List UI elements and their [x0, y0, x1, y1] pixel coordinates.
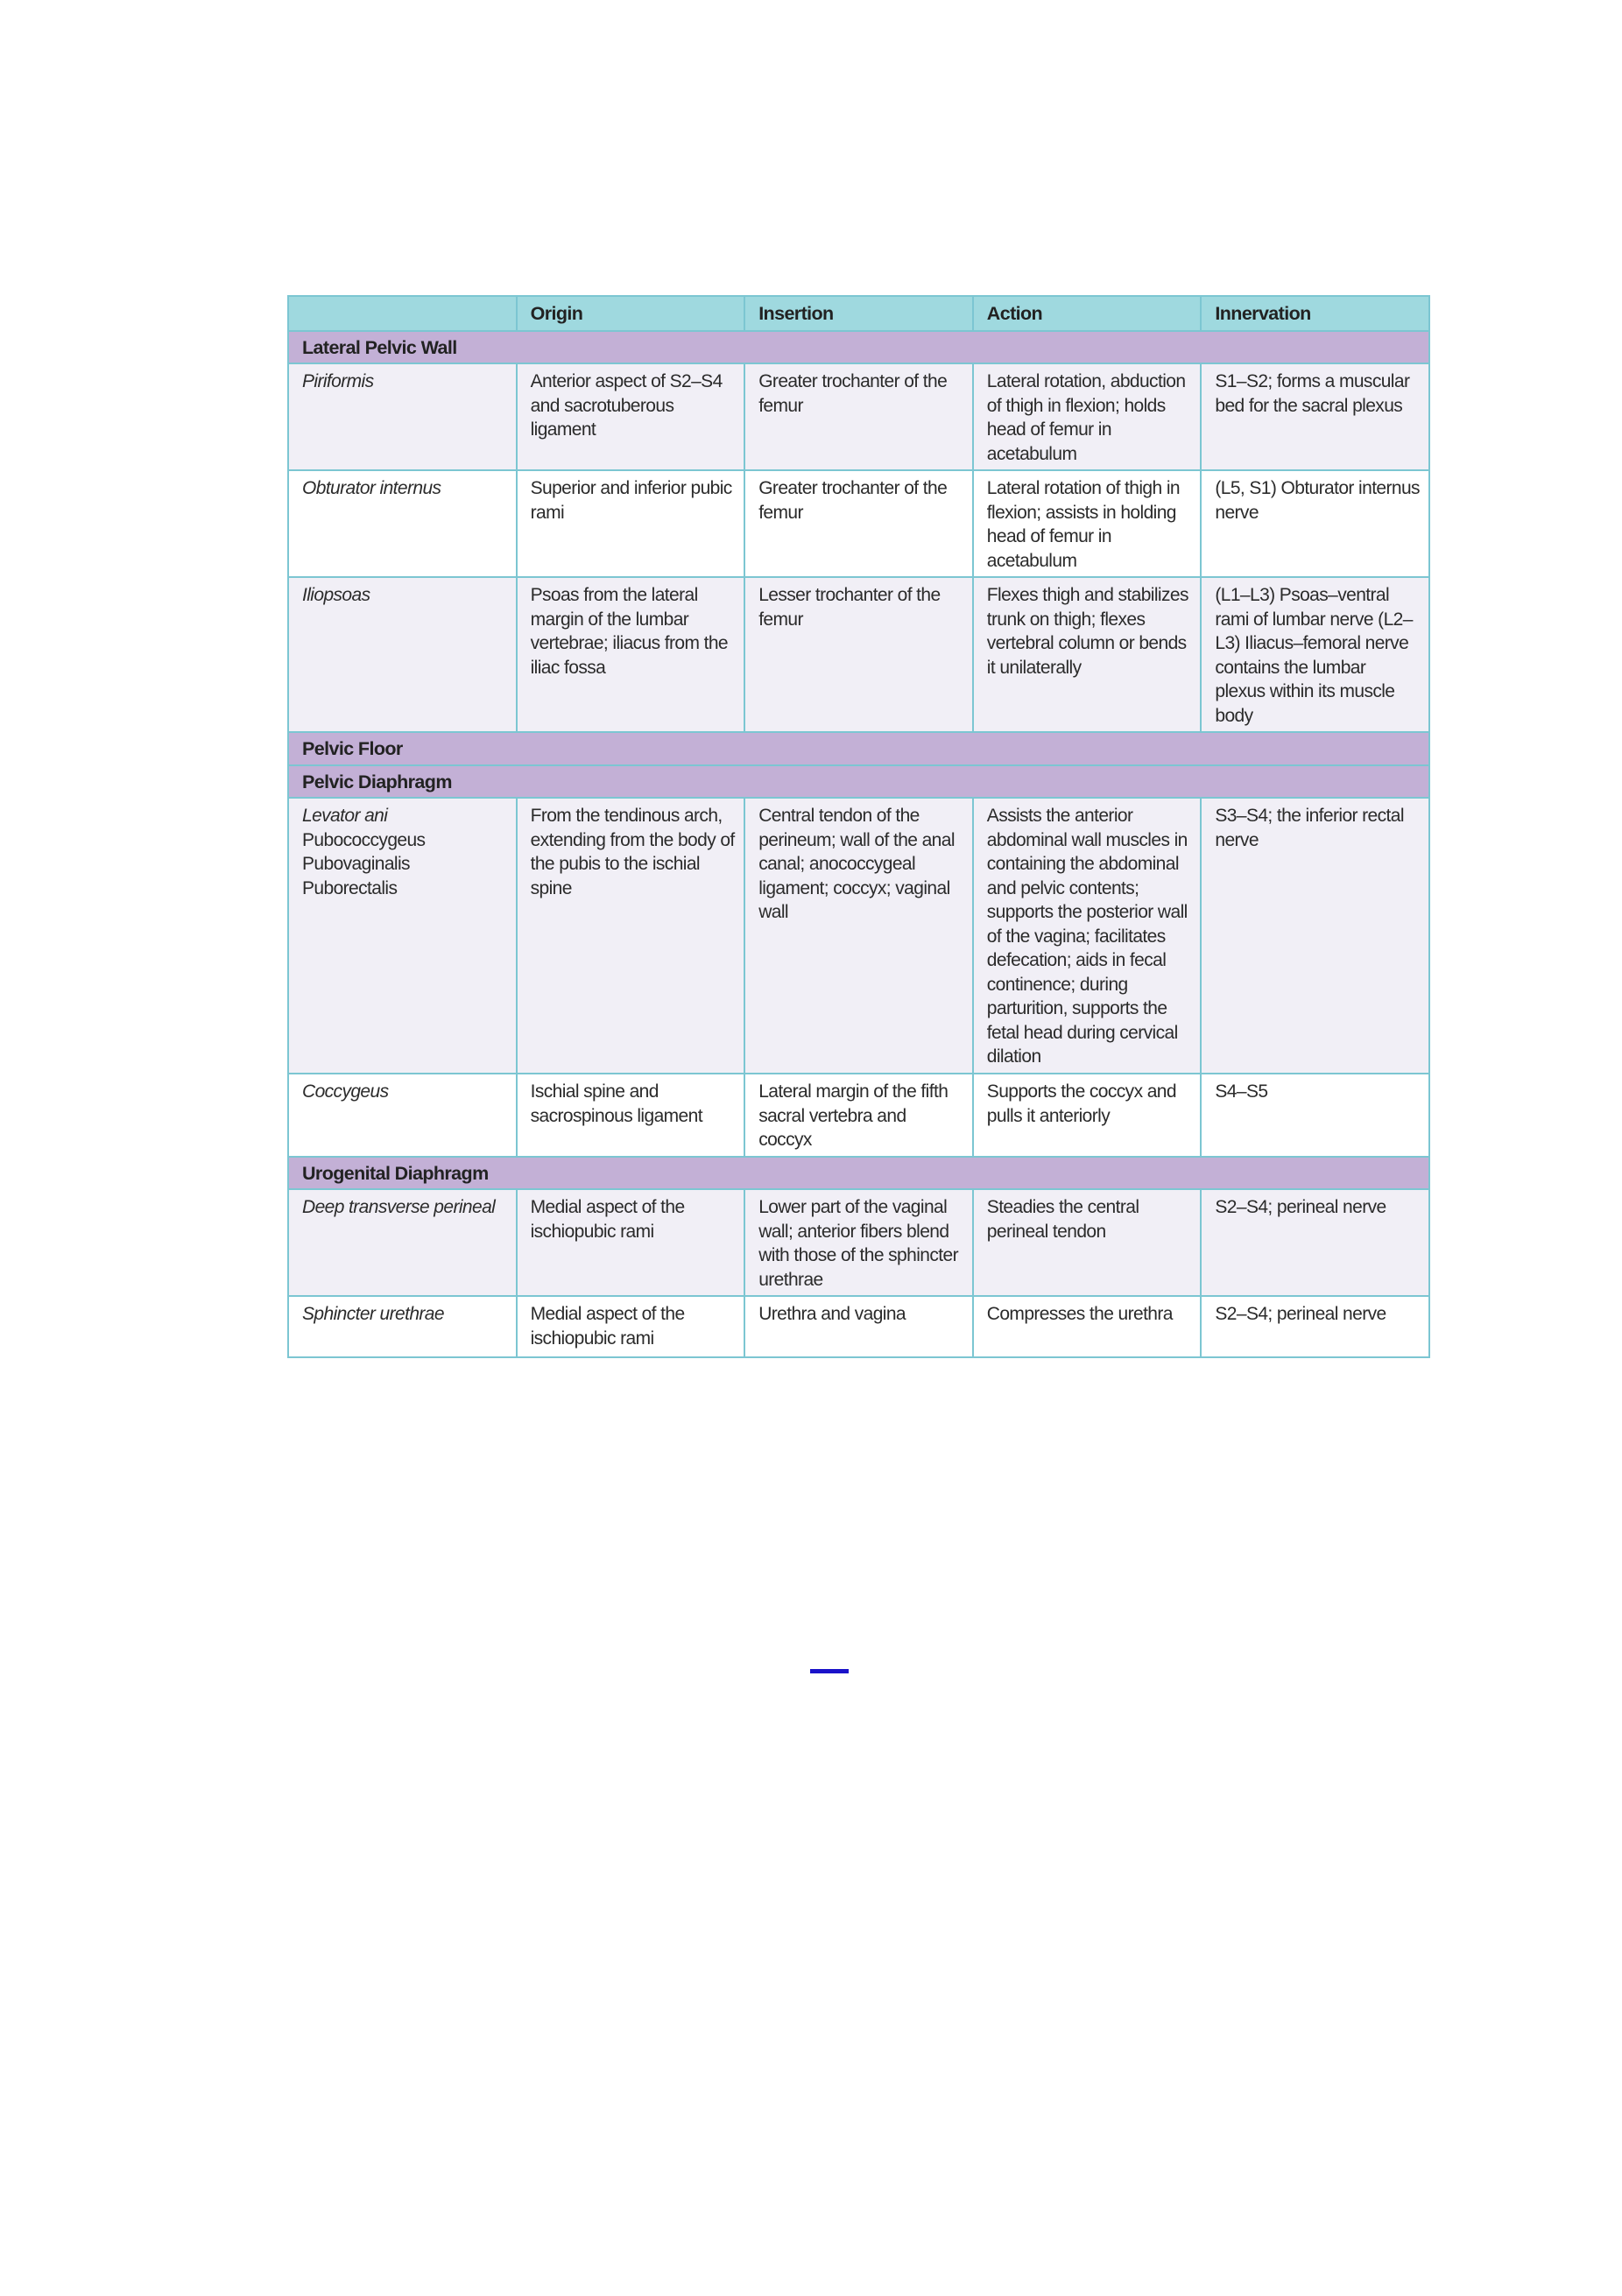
submuscle-name: Puborectalis: [302, 877, 398, 898]
header-insertion: Insertion: [744, 296, 973, 331]
action-cell: Lateral rotation, abduction of thigh in flexion; holds head of femur in acetabulum: [973, 363, 1202, 470]
section-title: Lateral Pelvic Wall: [288, 331, 1429, 364]
muscle-name: Obturator internus: [288, 470, 517, 577]
innervation-cell: S2–S4; perineal nerve: [1201, 1296, 1429, 1357]
action-cell: Lateral rotation of thigh in flexion; assists in holding head of femur in acetabulum: [973, 470, 1202, 577]
muscle-name: Levator ani: [302, 806, 388, 826]
table-row: [288, 363, 1429, 470]
page-marker-bar: [810, 1669, 849, 1673]
section-row: [288, 331, 1429, 364]
muscle-name: Iliopsoas: [288, 577, 517, 732]
muscle-name: Coccygeus: [288, 1074, 517, 1157]
table-row: [288, 1296, 1429, 1357]
section-title: Urogenital Diaphragm: [288, 1157, 1429, 1190]
origin-cell: Ischial spine and sacrospinous ligament: [517, 1074, 745, 1157]
section-row: [288, 765, 1429, 799]
innervation-cell: S1–S2; forms a muscular bed for the sacral plexus: [1201, 363, 1429, 470]
origin-cell: Medial aspect of the ischiopubic rami: [517, 1296, 745, 1357]
table-row: [288, 470, 1429, 577]
origin-cell: Medial aspect of the ischiopubic rami: [517, 1189, 745, 1296]
insertion-cell: Lateral margin of the fifth sacral vertebra and coccyx: [744, 1074, 973, 1157]
muscle-name: Sphincter urethrae: [288, 1296, 517, 1357]
insertion-cell: Greater trochanter of the femur: [744, 470, 973, 577]
innervation-cell: S4–S5: [1201, 1074, 1429, 1157]
action-cell: Steadies the central perineal tendon: [973, 1189, 1202, 1296]
innervation-cell: S3–S4; the inferior rectal nerve: [1201, 798, 1429, 1074]
muscle-name: Piriformis: [288, 363, 517, 470]
table-row: [288, 577, 1429, 732]
origin-cell: From the tendinous arch, extending from the body of the pubis to the ischial spine: [517, 798, 745, 1074]
innervation-cell: S2–S4; perineal nerve: [1201, 1189, 1429, 1296]
section-title: Pelvic Floor: [288, 732, 1429, 765]
table-row: [288, 1189, 1429, 1296]
header-origin: Origin: [517, 296, 745, 331]
table-header-row: [288, 296, 1429, 331]
header-muscle: [288, 296, 517, 331]
origin-cell: Anterior aspect of S2–S4 and sacrotuberous ligament: [517, 363, 745, 470]
table-row: [288, 1074, 1429, 1157]
innervation-cell: (L1–L3) Psoas–ventral rami of lumbar nerve (L2–L3) Iliacus–femoral nerve contains the lumbar plexus within its muscle body: [1201, 577, 1429, 732]
origin-cell: Superior and inferior pubic rami: [517, 470, 745, 577]
muscle-name: Deep transverse perineal: [288, 1189, 517, 1296]
origin-cell: Psoas from the lateral margin of the lumbar vertebrae; iliacus from the iliac fossa: [517, 577, 745, 732]
insertion-cell: Central tendon of the perineum; wall of the anal canal; anococcygeal ligament; coccyx; vaginal wall: [744, 798, 973, 1074]
action-cell: Assists the anterior abdominal wall muscles in containing the abdominal and pelvic contents; supports the posterior wall of the vagina; facilitates defecation; aids in fecal continence; during parturition, supports the fetal head during cervical dilation: [973, 798, 1202, 1074]
insertion-cell: Urethra and vagina: [744, 1296, 973, 1357]
submuscle-name: Pubovaginalis: [302, 854, 410, 874]
submuscle-name: Pubococcygeus: [302, 829, 426, 850]
insertion-cell: Greater trochanter of the femur: [744, 363, 973, 470]
section-title: Pelvic Diaphragm: [288, 765, 1429, 799]
header-action: Action: [973, 296, 1202, 331]
pelvic-muscles-table: [287, 295, 1430, 1358]
insertion-cell: Lower part of the vaginal wall; anterior fibers blend with those of the sphincter urethrae: [744, 1189, 973, 1296]
action-cell: Supports the coccyx and pulls it anteriorly: [973, 1074, 1202, 1157]
insertion-cell: Lesser trochanter of the femur: [744, 577, 973, 732]
table-row: [288, 798, 1429, 1074]
innervation-cell: (L5, S1) Obturator internus nerve: [1201, 470, 1429, 577]
header-innervation: Innervation: [1201, 296, 1429, 331]
muscle-name-cell: [288, 798, 517, 1074]
action-cell: Compresses the urethra: [973, 1296, 1202, 1357]
section-row: [288, 1157, 1429, 1190]
action-cell: Flexes thigh and stabilizes trunk on thigh; flexes vertebral column or bends it unilaterally: [973, 577, 1202, 732]
section-row: [288, 732, 1429, 765]
